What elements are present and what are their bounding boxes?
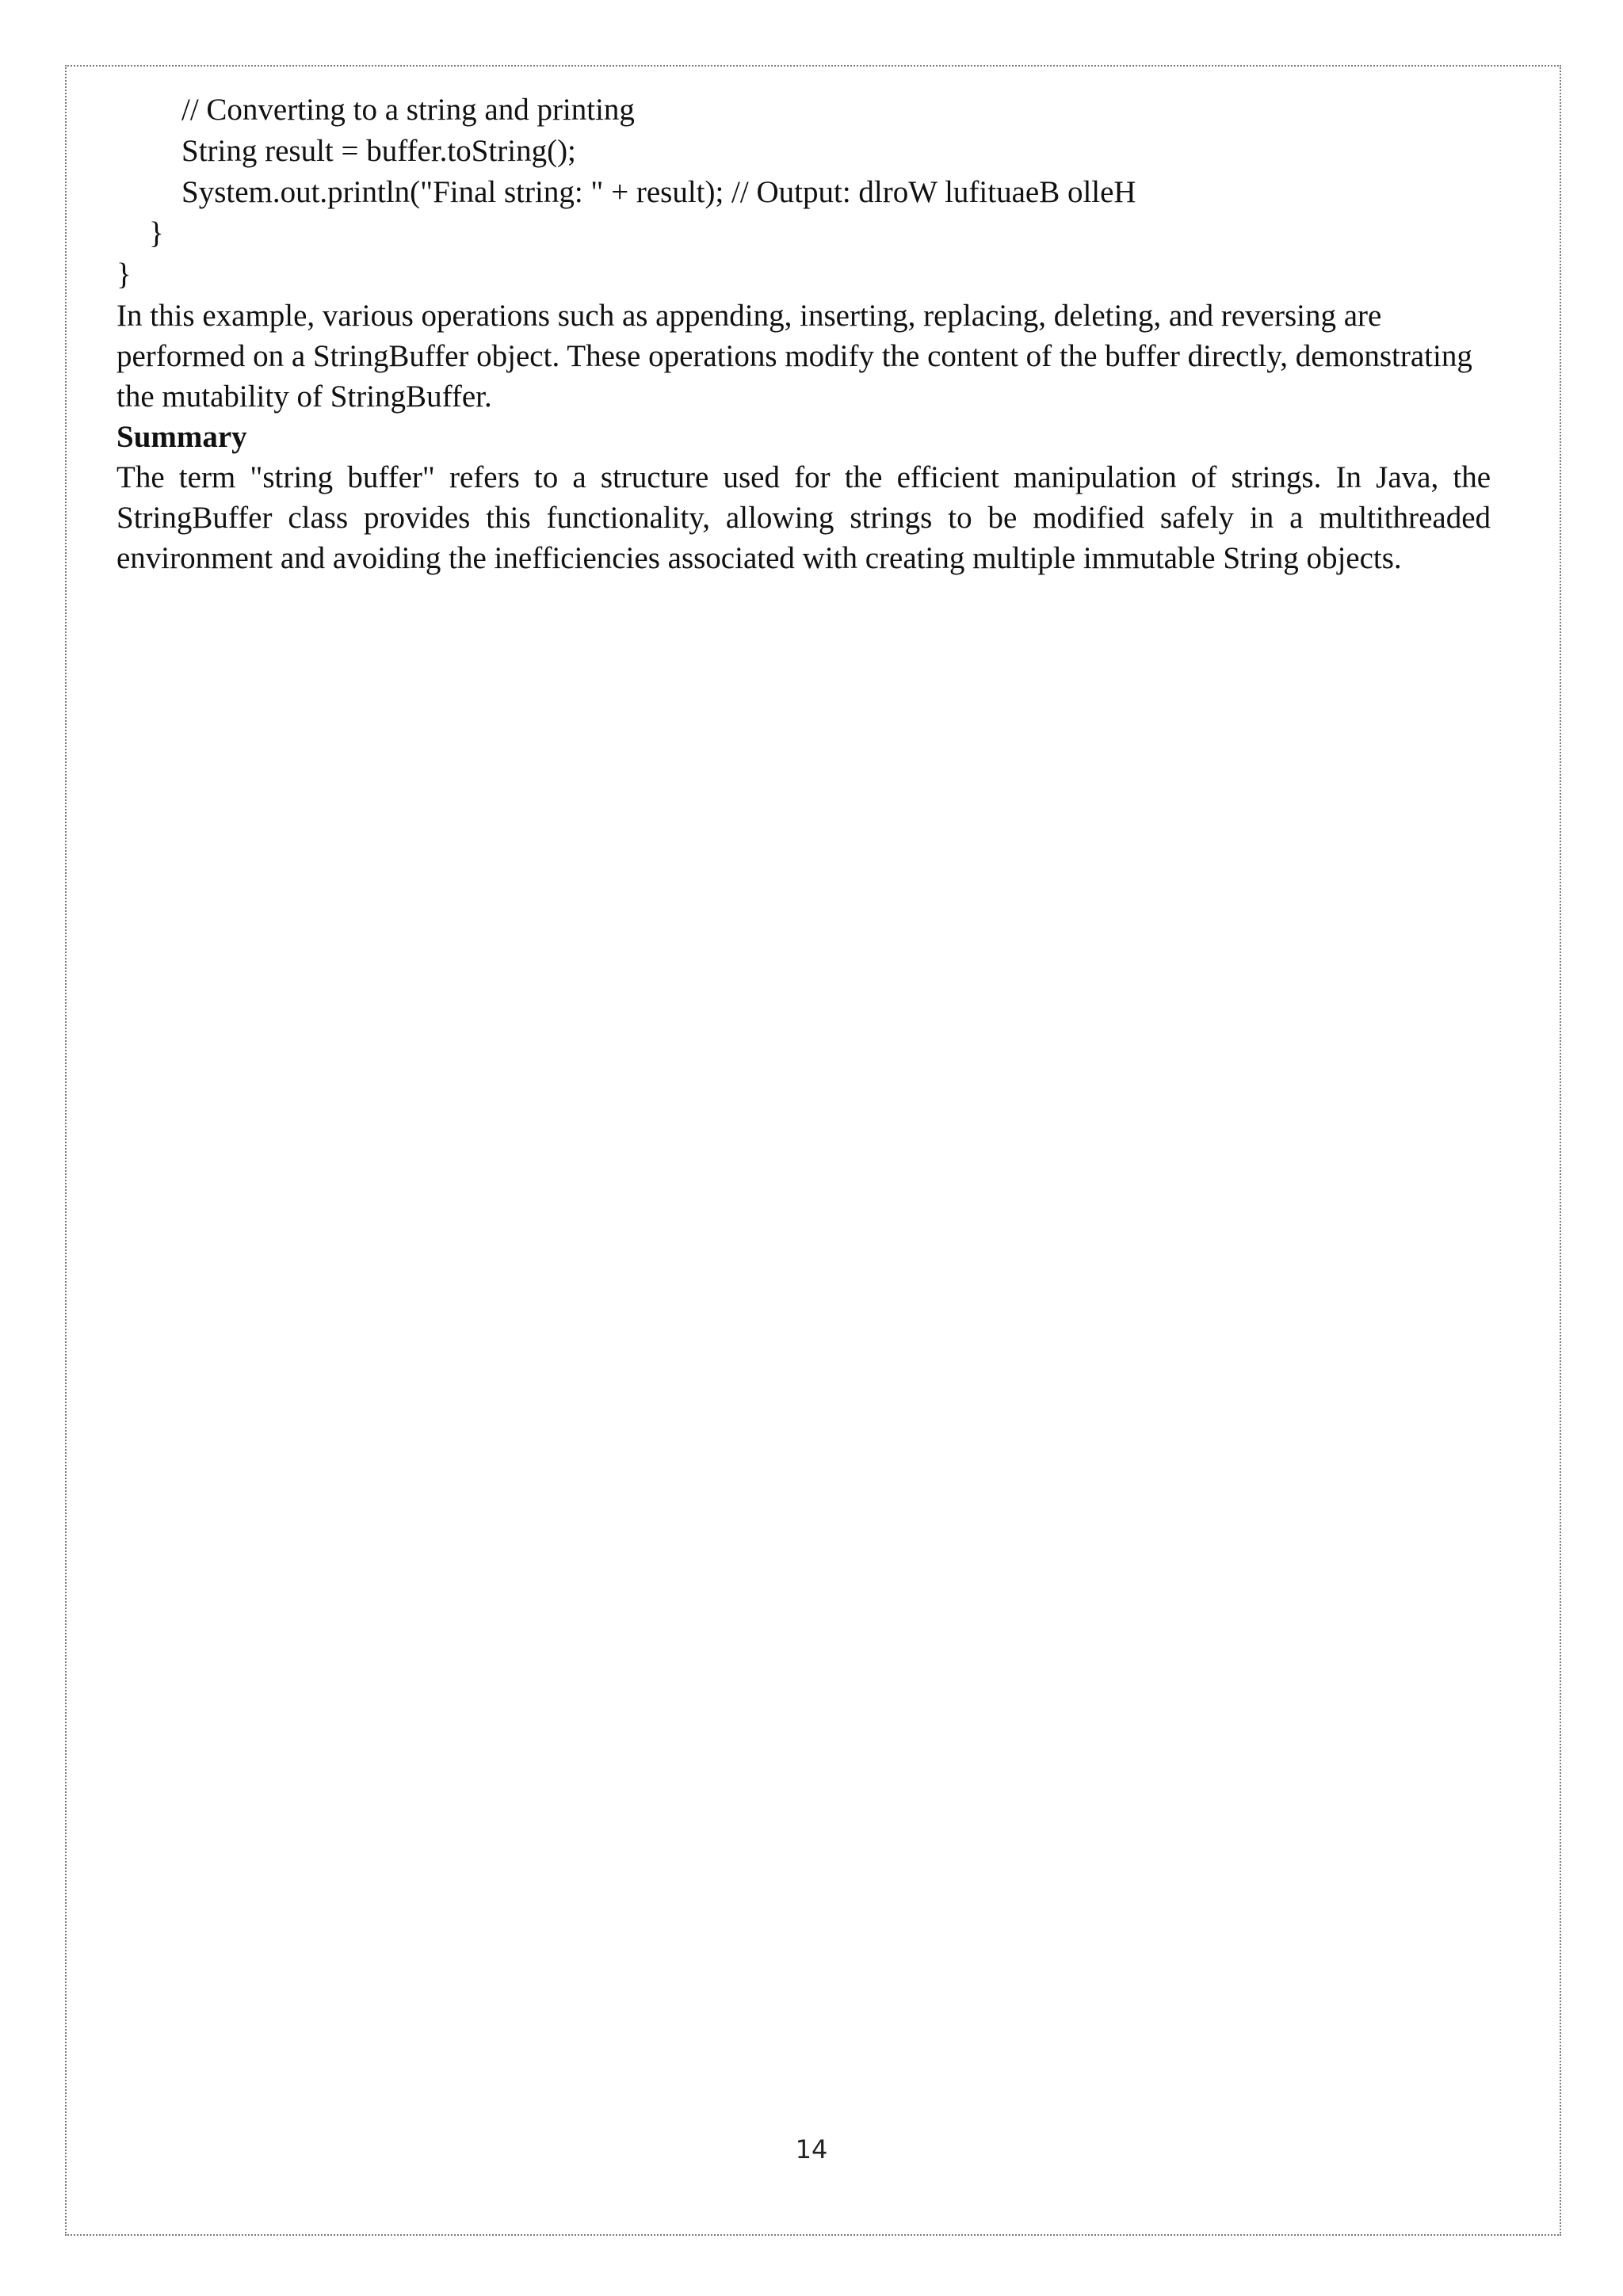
example-explanation-paragraph: In this example, various operations such as appending, inserting, replacing, deleting, and reversing are performed on a StringBuffer object. These operations modify the content of the buffer directly, demonstrating the mutability of StringBuffer. bbox=[116, 299, 1472, 414]
summary-heading: Summary bbox=[116, 420, 247, 454]
page-number: 14 bbox=[795, 2134, 828, 2164]
code-println-line: System.out.println("Final string: " + result); // Output: dlroW lufituaeB olleH bbox=[181, 175, 1136, 209]
code-class-close-brace: } bbox=[116, 257, 132, 292]
code-method-close-brace: } bbox=[149, 216, 164, 250]
code-comment-line: // Converting to a string and printing bbox=[181, 93, 635, 127]
summary-paragraph: The term "string buffer" refers to a structure used for the efficient manipulation of strings. In Java, the StringBuffer class provides this functionality, allowing strings to be modified safely in a multithreaded environment and avoiding the inefficiencies associated with creating multiple immutable String objects. bbox=[116, 460, 1491, 575]
code-result-line: String result = buffer.toString(); bbox=[181, 134, 576, 168]
page-content bbox=[116, 90, 1491, 578]
